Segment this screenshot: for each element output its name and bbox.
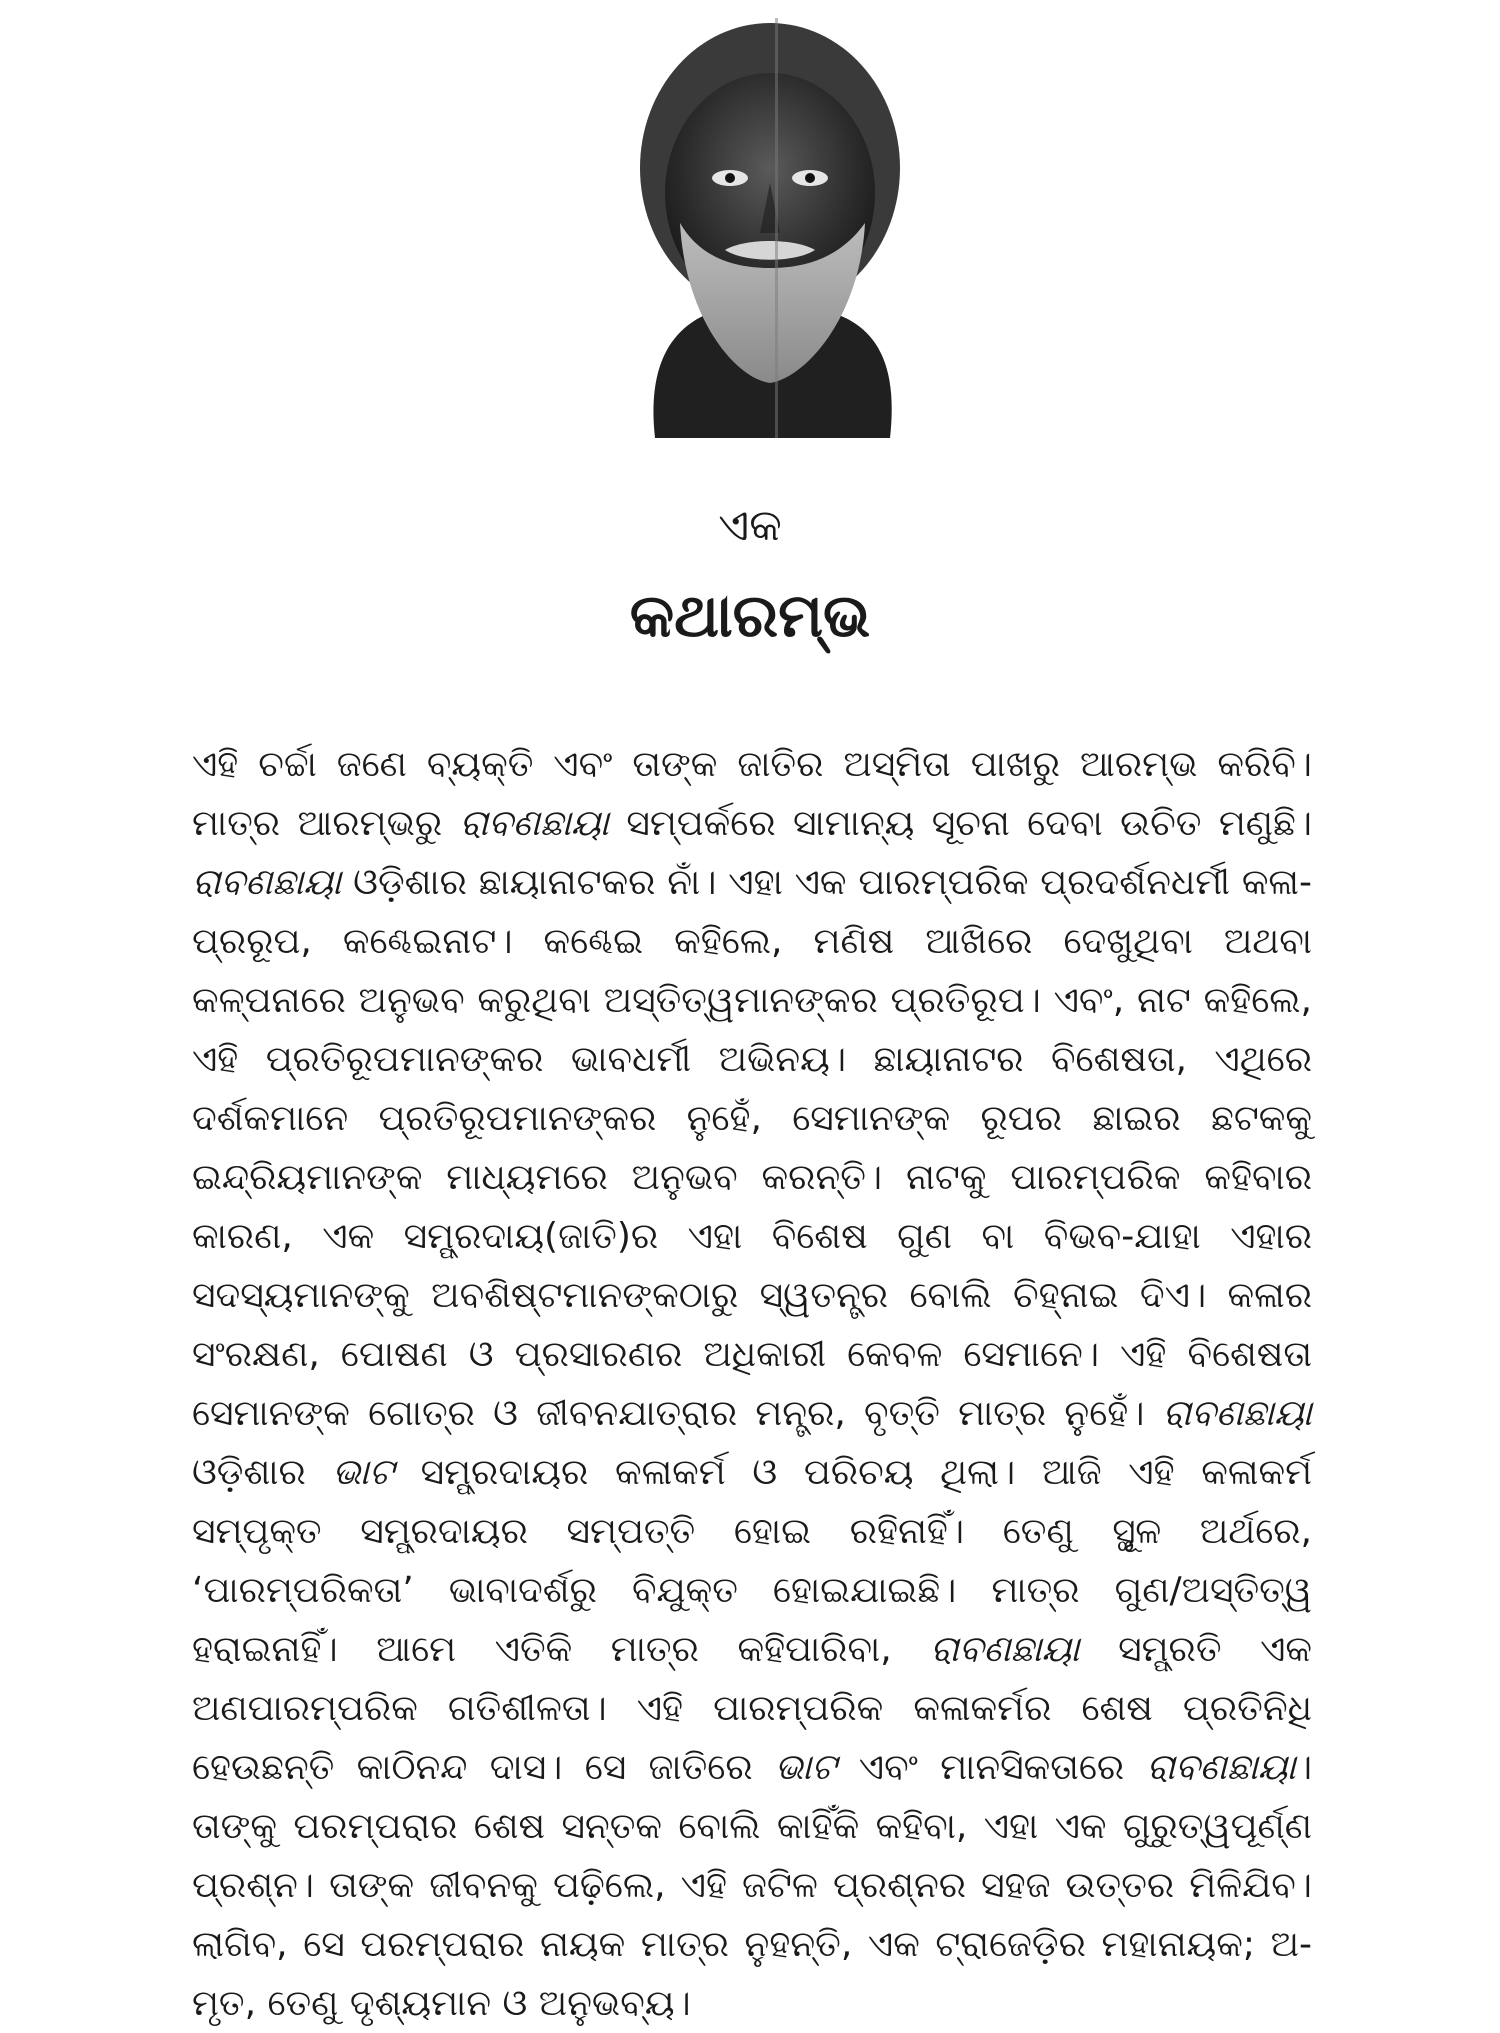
italic-term: ରାବଣଛାୟା [1162,1393,1312,1434]
text-run: ଓଡ଼ିଶାର ଛାୟାନାଟକର ନାଁ। ଏହା ଏକ ପାରମ୍ପରିକ ପ୍ରଦର୍ଶନଧର୍ମୀ କଳା-ପ୍ରରୂପ, କଣ୍ଢେଇନାଟ। କଣ୍ଢେଇ କହିଲେ, ମଣିଷ ଆଖିରେ ଦେଖୁଥିବା ଅଥବା କଳ୍ପନାରେ ଅନୁଭବ କରୁଥିବା ଅସ୍ତିତ୍ୱମାନଙ୍କର ପ୍ରତିରୂପ। ଏବଂ, ନାଟ କହିଲେ, ଏହି ପ୍ରତିରୂପମାନଙ୍କର ଭାବଧର୍ମୀ ଅଭିନୟ। ଛାୟାନାଟର ବିଶେଷତା, ଏଥିରେ ଦର୍ଶକମାନେ ପ୍ରତିରୂପମାନଙ୍କର ନୁହେଁ, ସେମାନଙ୍କ ରୂପର ଛାଇର ଛଟକକୁ ଇନ୍ଦ୍ରିୟମାନଙ୍କ ମାଧ୍ୟମରେ ଅନୁଭବ କରନ୍ତି। ନାଟକୁ ପାରମ୍ପରିକ କହିବାର କାରଣ, ଏକ ସମ୍ପ୍ରଦାୟ(ଜାତି)ର ଏହା ବିଶେଷ ଗୁଣ ବା ବିଭବ-ଯାହା ଏହାର ସଦସ୍ୟମାନଙ୍କୁ ଅବଶିଷ୍ଟମାନଙ୍କଠାରୁ ସ୍ୱତନ୍ତ୍ର ବୋଲି ଚିହ୍ନାଇ ଦିଏ। କଳାର ସଂରକ୍ଷଣ, ପୋଷଣ ଓ ପ୍ରସାରଣର ଅଧିକାରୀ କେବଳ ସେମାନେ। ଏହି ବିଶେଷତା ସେମାନଙ୍କ ଗୋତ୍ର ଓ ଜୀବନଯାତ୍ରାର ମନ୍ତ୍ର, ବୃତ୍ତି ମାତ୍ର ନୁହେଁ। [192,862,1312,1434]
text-run: ସମ୍ପର୍କରେ ସାମାନ୍ୟ ସୂଚନା ଦେବା ଉଚିତ ମଣୁଛି। [608,803,1312,844]
italic-term: ଭାଟ [774,1747,837,1788]
italic-term: ରାବଣଛାୟା [192,862,342,903]
italic-term: ରାବଣଛାୟା [459,803,609,844]
italic-term: ଭାଟ [332,1452,394,1493]
portrait-photo-icon [625,18,915,438]
chapter-number: ଏକ [718,500,782,551]
chapter-title: କଥାରମ୍ଭ [629,581,871,651]
italic-term: ରାବଣଛାୟା [930,1629,1080,1670]
body-paragraph [192,735,1312,2033]
text-run: ଓଡ଼ିଶାର [192,1452,333,1493]
text-run: ସମ୍ପ୍ରଦାୟର କଳାକର୍ମ ଓ ପରିଚୟ ଥିଲା। ଆଜି ଏହି କଳାକର୍ମ ସମ୍ପୃକ୍ତ ସମ୍ପ୍ରଦାୟର ସମ୍ପତ୍ତି ହୋଇ ରହିନାହିଁ। ତେଣୁ ସ୍ଥୂଳ ଅର୍ଥରେ, ‘ପାରମ୍ପରିକତା’ ଭାବାଦର୍ଶରୁ ବିଯୁକ୍ତ ହୋଇଯାଇଛି। ମାତ୍ର ଗୁଣ/ଅସ୍ତିତ୍ୱ ହରାଇନାହିଁ। ଆମେ ଏତିକି ମାତ୍ର କହିପାରିବା, [192,1452,1312,1670]
text-run: ଏବଂ ମାନସିକତାରେ [836,1747,1147,1788]
text-run: ଏହି ଚର୍ଚ୍ଚା ଜଣେ ବ୍ୟକ୍ତି ଏବଂ ତାଙ୍କ ଜାତିର ଅସ୍ମିତା ପାଖରୁ ଆରମ୍ଭ କରିବି। ମାତ୍ର ଆରମ୍ଭରୁ [192,744,1312,844]
italic-term: ରାବଣଛାୟା [1146,1747,1296,1788]
text-run: ସମ୍ପ୍ରତି ଏକ ଅଣପାରମ୍ପରିକ ଗତିଶୀଳତା। ଏହି ପାରମ୍ପରିକ କଳାକର୍ମର ଶେଷ ପ୍ରତିନିଧି ହେଉଛନ୍ତି କାଠିନନ୍ଦ ଦାସ। ସେ ଜାତିରେ [192,1629,1312,1788]
text-run: । ତାଙ୍କୁ ପରମ୍ପରାର ଶେଷ ସନ୍ତକ ବୋଲି କାହିଁକି କହିବା, ଏହା ଏକ ଗୁରୁତ୍ୱପୂର୍ଣ୍ଣ ପ୍ରଶ୍ନ। ତାଙ୍କ ଜୀବନକୁ ପଢ଼ିଲେ, ଏହି ଜଟିଳ ପ୍ରଶ୍ନର ସହଜ ଉତ୍ତର ମିଳିଯିବ। ଲାଗିବ, ସେ ପରମ୍ପରାର ନାୟକ ମାତ୍ର ନୁହନ୍ତି, ଏକ ଟ୍ରାଜେଡ଼ିର ମହାନାୟକ; ଅ-ମୃତ, ତେଣୁ ଦୃଶ୍ୟମାନ ଓ ଅନୁଭବ୍ୟ। [192,1747,1313,2024]
